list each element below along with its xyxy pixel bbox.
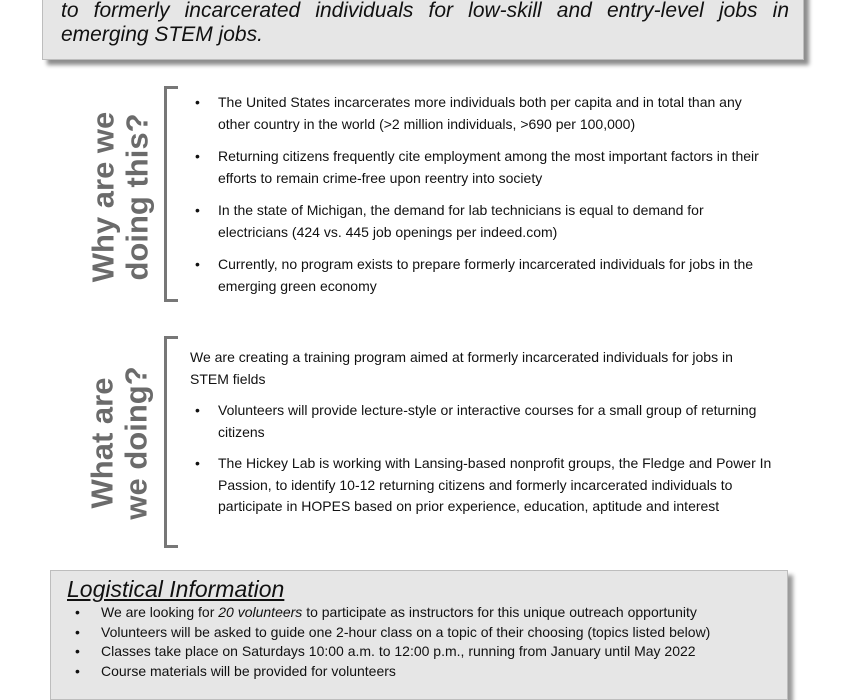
logistics-title: Logistical Information [67,576,285,602]
logistics-item1-post: to participate as instructors for this unique outreach opportunity [302,604,697,620]
what-bracket [164,336,178,548]
list-item: • In the state of Michigan, the demand for lab technicians is equal to demand for electricians (424 vs. 445 job openings per indeed.com) [190,200,775,243]
why-section-content [190,92,775,308]
why-label-line1: Why are we [85,111,120,283]
list-item: • The Hickey Lab is working with Lansing-based nonprofit groups, the Fledge and Power In Passion, to identify 10-12 returning citizens and formerly incarcerated individuals to participate in HOPES based on prior experience, education, aptitude and interest [190,453,775,518]
logistics-list [67,603,787,681]
list-item: • Classes take place on Saturdays 10:00 a.m. to 12:00 p.m., running from January until May 2022 [67,642,787,662]
list-item: • Volunteers will be asked to guide one 2-hour class on a topic of their choosing (topics listed below) [67,623,787,643]
list-item: • The United States incarcerates more individuals both per capita and in total than any other country in the world (>2 million individuals, >690 per 100,000) [190,92,775,135]
why-bracket [164,86,178,302]
intro-banner [42,0,804,60]
why-label-line2: doing this? [119,113,154,281]
what-section-label [60,338,180,548]
list-item: • Volunteers will provide lecture-style or interactive courses for a small group of returning citizens [190,400,775,443]
logistics-item1-pre: We are looking for [101,604,219,620]
logistics-box [50,570,788,700]
banner-text: to formerly incarcerated individuals for low-skill and entry-level jobs in emerging STEM jobs. [61,0,789,46]
what-intro: We are creating a training program aimed at formerly incarcerated individuals for jobs in STEM fields [190,349,733,387]
why-section-label [60,92,180,302]
list-item: • Returning citizens frequently cite employment among the most important factors in their efforts to remain crime-free upon reentry into society [190,146,775,189]
what-bullet-list [190,400,775,518]
list-item: • Course materials will be provided for volunteers [67,662,787,682]
why-bullet-list [190,92,775,297]
what-label-line1: What are [85,377,121,509]
what-label-line2: we doing? [119,366,155,520]
list-item: • Currently, no program exists to prepare formerly incarcerated individuals for jobs in the emerging green economy [190,254,775,297]
volunteer-count: 20 volunteers [218,604,303,620]
what-section-content [190,347,775,528]
list-item [67,603,787,623]
